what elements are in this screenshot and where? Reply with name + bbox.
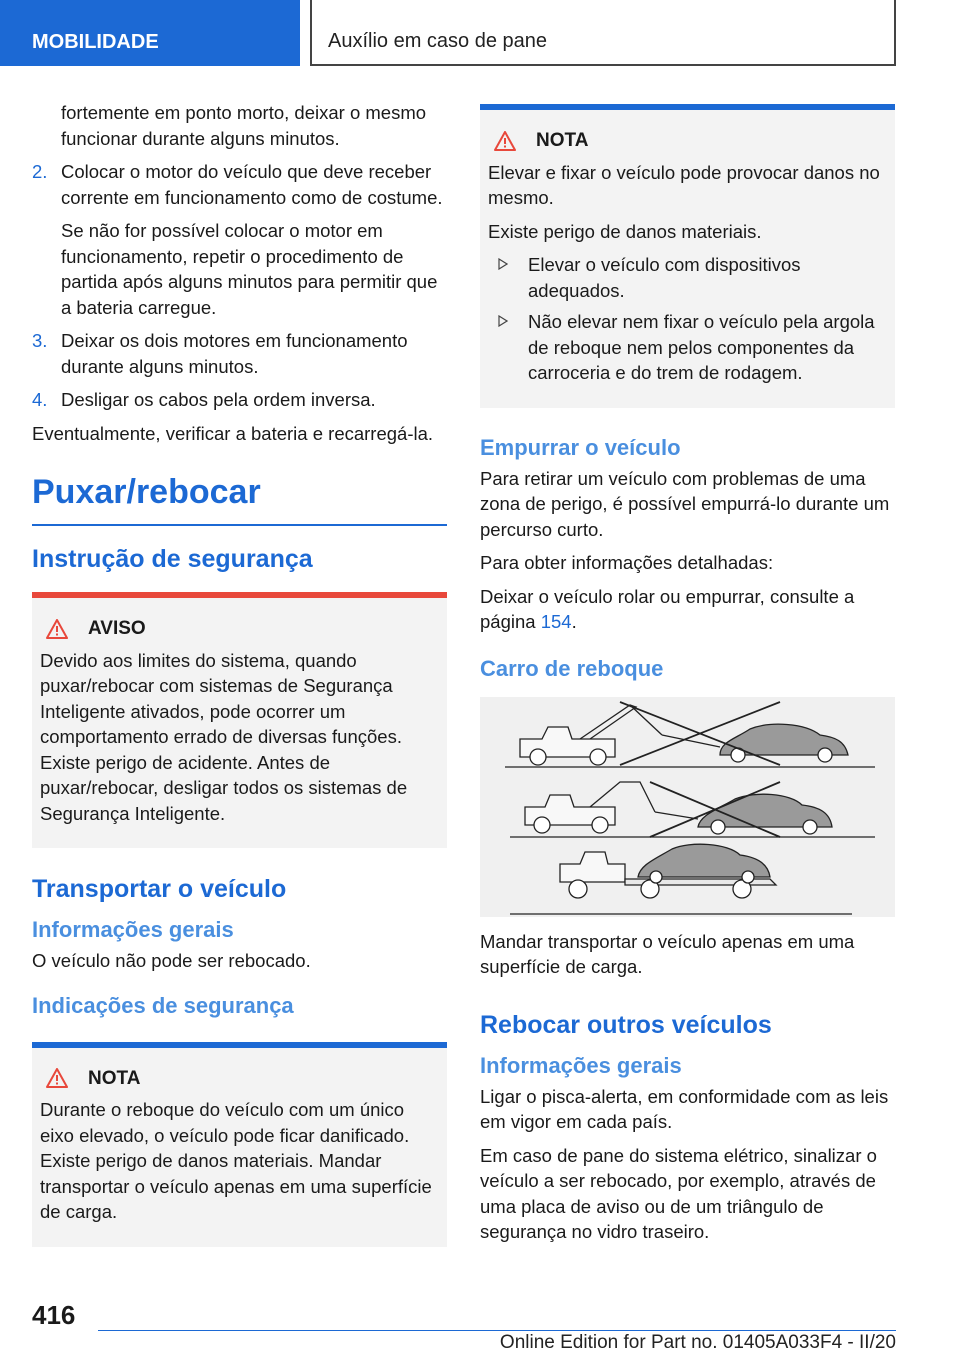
step-text: Colocar o motor do veículo que deve receber corrente em funcionamento como de costume.	[61, 161, 443, 208]
paragraph: Para obter informações detalhadas:	[480, 552, 774, 573]
step-item	[32, 328, 447, 379]
left-column	[32, 100, 447, 1269]
note-box	[480, 104, 895, 408]
footer-edition: Online Edition for Part no. 01405A033F4 - II/20	[499, 1332, 896, 1353]
bullet-item: Não elevar nem fixar o veículo pela argola de reboque nem pelos componentes da carroceria e do trem de rodagem.	[488, 309, 887, 386]
section-heading: Instrução de segurança	[32, 545, 313, 573]
paragraph: Mandar transportar o veículo apenas em uma superfície de carga.	[480, 930, 855, 977]
page-reference-link[interactable]: 154	[540, 611, 572, 632]
note-text: Durante o reboque do veículo com um único eixo elevado, o veículo pode ficar danificado. Existe perigo de danos materiais. Mandar transportar o veículo apenas em uma superfície de carga.	[40, 1099, 432, 1222]
subsection-heading: Carro de reboque	[480, 655, 664, 681]
bullet-triangle-icon	[498, 258, 508, 270]
warning-box	[32, 592, 447, 848]
right-column	[480, 104, 895, 1253]
bullet-triangle-icon	[498, 315, 508, 327]
note-box	[32, 1042, 447, 1247]
paragraph: Ligar o pisca-alerta, em conformidade com as leis em vigor em cada país.	[480, 1085, 889, 1132]
chapter-heading: Puxar/rebocar	[32, 472, 447, 526]
note-text: Elevar e fixar o veículo pode provocar danos no mesmo.	[488, 161, 880, 208]
warning-triangle-icon	[494, 131, 516, 151]
warning-text: Devido aos limites do sistema, quando puxar/rebocar com sistemas de Segurança Inteligente ativados, pode ocorrer um comportamento errado de diversas funções. Existe perigo de acidente. Antes de puxar/rebocar, desligar todos os sistemas de Segurança Inteligente.	[40, 649, 408, 824]
page-title: Auxílio em caso de pane	[310, 0, 896, 66]
subsection-heading: Informações gerais	[32, 917, 234, 942]
subsection-heading: Indicações de segurança	[32, 992, 294, 1018]
warning-box-title: AVISO	[40, 616, 439, 642]
tow-truck-illustration	[480, 697, 895, 917]
step-item	[32, 387, 447, 413]
subsection-heading: Empurrar o veículo	[480, 434, 681, 460]
paragraph: Em caso de pane do sistema elétrico, sinalizar o veículo a ser rebocado, por exemplo, através de uma placa de aviso ou de um triângulo de segurança no vidro traseiro.	[480, 1144, 877, 1242]
section-heading: Rebocar outros veículos	[480, 1010, 772, 1039]
subsection-heading: Informações gerais	[480, 1052, 682, 1078]
step-text: Deixar os dois motores em funcionamento durante alguns minutos.	[61, 330, 408, 377]
page-number: 416	[32, 1300, 76, 1330]
section-heading: Transportar o veículo	[32, 875, 287, 903]
bullet-item: Elevar o veículo com dispositivos adequados.	[488, 252, 887, 303]
step-number: 4.	[32, 389, 48, 410]
paragraph: Deixar o veículo rolar ou empurrar, consulte a página 154.	[480, 585, 855, 632]
paragraph: Para retirar um veículo com problemas de uma zona de perigo, é possível empurrá-lo durante um percurso curto.	[480, 467, 890, 540]
step-item	[32, 159, 447, 210]
paragraph: O veículo não pode ser rebocado.	[32, 950, 311, 971]
section-tab: MOBILIDADE	[0, 0, 300, 66]
footer-divider	[98, 1330, 896, 1331]
paragraph: Eventualmente, verificar a bateria e recarregá-la.	[32, 422, 434, 444]
step-continuation: fortemente em ponto morto, deixar o mesmo funcionar durante alguns minutos.	[61, 102, 427, 149]
note-box-title: NOTA	[488, 128, 887, 154]
note-box-title: NOTA	[40, 1066, 439, 1092]
warning-triangle-icon	[46, 619, 68, 639]
step-number: 2.	[32, 161, 48, 182]
warning-triangle-icon	[46, 1068, 68, 1088]
note-text: Existe perigo de danos materiais.	[488, 220, 762, 242]
step-note: Se não for possível colocar o motor em funcionamento, repetir o procedimento de partida após alguns minutos para permitir que a bateria carregue.	[61, 220, 438, 318]
step-text: Desligar os cabos pela ordem inversa.	[61, 389, 376, 410]
step-number: 3.	[32, 330, 48, 351]
